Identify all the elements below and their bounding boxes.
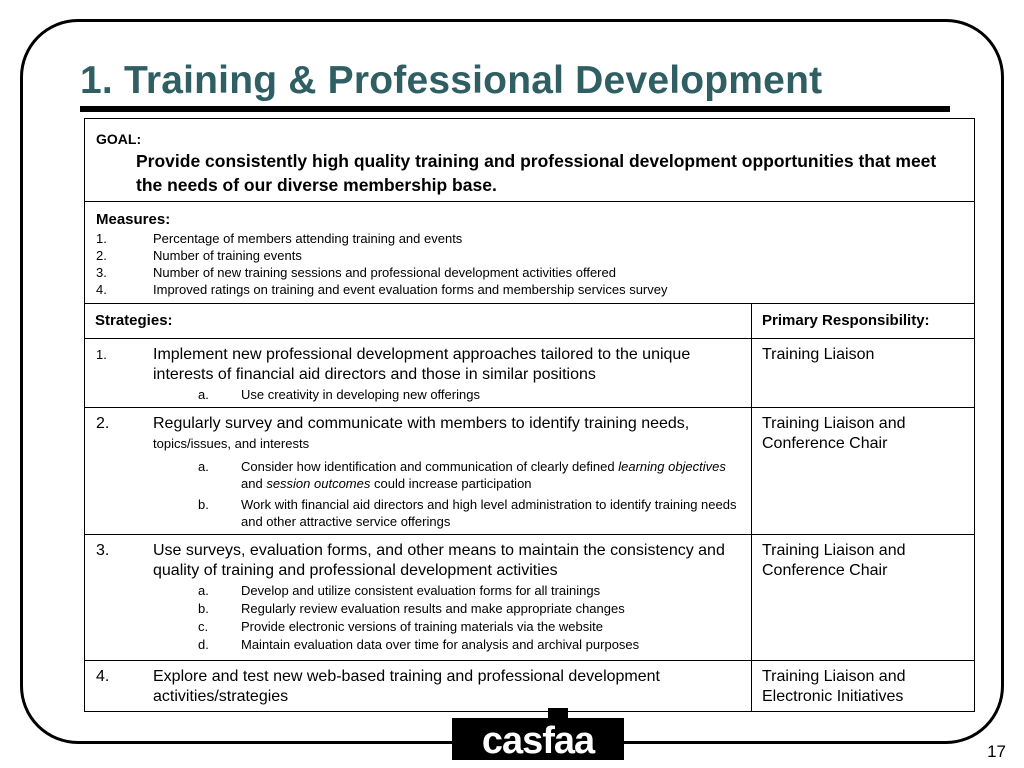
sub-text: Use creativity in developing new offerings xyxy=(241,387,480,402)
measure-text: Number of training events xyxy=(153,248,302,263)
measure-number: 4. xyxy=(96,282,107,297)
strategy-number: 4. xyxy=(96,668,110,685)
measure-number: 2. xyxy=(96,248,107,263)
strategy-content xyxy=(85,535,751,657)
sub-letter: c. xyxy=(198,619,209,634)
measure-number: 1. xyxy=(96,231,107,246)
strategy-row xyxy=(85,339,975,408)
responsibility-cell xyxy=(752,535,975,661)
sub-item xyxy=(153,458,743,492)
strategy-cell xyxy=(85,408,752,535)
sub-text: Develop and utilize consistent evaluation forms for all trainings xyxy=(241,583,601,598)
sub-letter: d. xyxy=(198,637,209,652)
strategy-text: Explore and test new web-based training and professional development activities/strategies xyxy=(153,668,660,705)
sub-item xyxy=(153,496,743,530)
strategy-text: Regularly survey and communicate with members to identify training needs, xyxy=(153,415,690,432)
sub-item xyxy=(153,618,743,635)
strategy-cell xyxy=(85,535,752,661)
measures-row xyxy=(85,202,975,304)
measure-item xyxy=(96,247,974,264)
measure-text: Percentage of members attending training and events xyxy=(153,231,463,246)
sub-item xyxy=(153,386,743,403)
sub-text-emphasis: learning objectives xyxy=(618,459,726,474)
sub-text xyxy=(241,459,726,491)
goal-cell xyxy=(85,119,975,202)
measure-text: Number of new training sessions and professional development activities offered xyxy=(153,265,616,280)
sub-text: Provide electronic versions of training materials via the website xyxy=(241,619,604,634)
responsibility-header: Primary Responsibility: xyxy=(762,312,930,329)
responsibility-cell xyxy=(752,408,975,535)
goal-text: Provide consistently high quality training and professional development opportunities that meet the needs of our diverse membership base. xyxy=(136,151,937,195)
goal-row xyxy=(85,119,975,202)
page-number: 17 xyxy=(987,742,1006,761)
sub-letter: a. xyxy=(198,387,209,402)
sub-text-part: and xyxy=(241,476,267,491)
strategies-header: Strategies: xyxy=(95,312,173,329)
page-title: 1. Training & Professional Development xyxy=(80,59,823,102)
responsibility-cell xyxy=(752,661,975,712)
strategy-content xyxy=(85,661,751,711)
responsibility-cell xyxy=(752,339,975,408)
sub-letter: b. xyxy=(198,497,209,512)
strategy-text: Implement new professional development approaches tailored to the unique interests of financial aid directors and those in similar positions xyxy=(153,346,691,383)
responsibility-text: Training Liaison xyxy=(762,346,875,363)
measures-cell xyxy=(85,202,975,304)
strategy-text-tail: topics/issues, and interests xyxy=(153,436,310,451)
strategies-header-cell xyxy=(85,304,752,339)
goal-label: GOAL: xyxy=(96,131,142,147)
measure-text: Improved ratings on training and event evaluation forms and membership services survey xyxy=(153,282,668,297)
strategy-row xyxy=(85,408,975,535)
measure-item xyxy=(96,264,974,281)
sub-letter: a. xyxy=(198,583,209,598)
strategy-number: 3. xyxy=(96,542,110,559)
responsibility-text: Training Liaison and Electronic Initiatives xyxy=(762,668,906,705)
sub-text-emphasis: session outcomes xyxy=(266,476,371,491)
sub-item xyxy=(153,600,743,617)
strategy-number: 1. xyxy=(96,347,107,362)
logo-wordmark: casfaa xyxy=(481,720,595,760)
sub-item xyxy=(153,636,743,653)
title-underline xyxy=(80,106,950,112)
responsibility-header-cell xyxy=(752,304,975,339)
responsibility-text: Training Liaison and Conference Chair xyxy=(762,542,906,579)
strategy-content xyxy=(85,408,751,534)
plan-table xyxy=(84,118,975,712)
measure-number: 3. xyxy=(96,265,107,280)
sub-text: Work with financial aid directors and high level administration to identify training needs and other attractive service offerings xyxy=(241,497,737,529)
sub-item xyxy=(153,582,743,599)
sub-text-part: could increase participation xyxy=(370,476,532,491)
sub-text-part: Consider how identification and communication of clearly defined xyxy=(241,459,619,474)
strategy-cell xyxy=(85,339,752,408)
measures-label: Measures: xyxy=(96,211,171,228)
strategy-cell xyxy=(85,661,752,712)
sub-letter: a. xyxy=(198,459,209,474)
casfaa-logo xyxy=(452,708,624,760)
sub-letter: b. xyxy=(198,601,209,616)
strategy-content xyxy=(85,339,751,407)
sub-text: Maintain evaluation data over time for analysis and archival purposes xyxy=(241,637,640,652)
strategy-text: Use surveys, evaluation forms, and other means to maintain the consistency and quality of training and professional development activities xyxy=(153,542,725,579)
strategy-row xyxy=(85,535,975,661)
header-row xyxy=(85,304,975,339)
strategy-number: 2. xyxy=(96,415,110,432)
measure-item xyxy=(96,281,974,298)
sub-text: Regularly review evaluation results and make appropriate changes xyxy=(241,601,625,616)
responsibility-text: Training Liaison and Conference Chair xyxy=(762,415,906,452)
strategy-row xyxy=(85,661,975,712)
measure-item xyxy=(96,230,974,247)
